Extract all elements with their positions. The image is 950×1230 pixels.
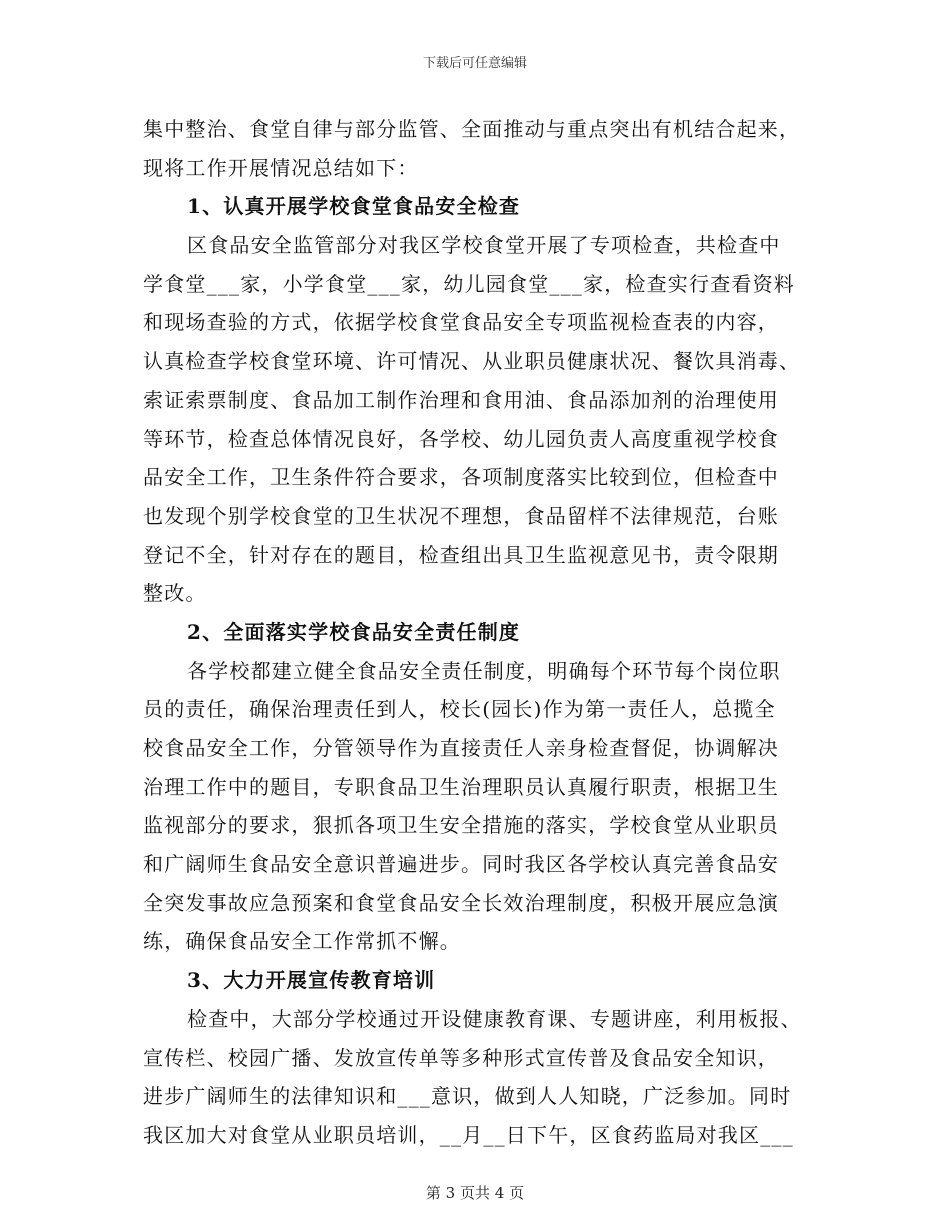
paragraph-line: 和广阔师生食品安全意识普遍进步。同时我区各学校认真完善食品安 bbox=[143, 852, 779, 877]
paragraph-line: 品安全工作，卫生条件符合要求，各项制度落实比较到位，但检查中 bbox=[143, 465, 779, 490]
paragraph-line: 现将工作开展情况总结如下： bbox=[143, 155, 419, 180]
paragraph-line: 治理工作中的题目，专职食品卫生治理职员认真履行职责，根据卫生 bbox=[143, 774, 779, 799]
paragraph-line: 检查中，大部分学校通过开设健康教育课、专题讲座，利用板报、 bbox=[187, 1006, 802, 1031]
paragraph-line: 区食品安全监管部分对我区学校食堂开展了专项检查，共检查中 bbox=[187, 233, 781, 258]
page-header: 下载后可任意编辑 bbox=[422, 56, 527, 71]
paragraph-line: 员的责任，确保治理责任到人，校长(园长)作为第一责任人，总揽全 bbox=[143, 697, 776, 722]
paragraph-line: 集中整治、食堂自律与部分监管、全面推动与重点突出有机结合起来， bbox=[143, 117, 801, 141]
paragraph-line: 进步广阔师生的法律知识和___意识，做到人人知晓，广泛参加。同时 bbox=[143, 1084, 792, 1109]
paragraph-line: 整改。 bbox=[143, 581, 207, 606]
paragraph-line: 全突发事故应急预案和食堂食品安全长效治理制度，积极开展应急演 bbox=[143, 890, 779, 915]
section-heading: 2、全面落实学校食品安全责任制度 bbox=[187, 619, 521, 644]
document-body bbox=[143, 110, 803, 1155]
paragraph-line: 校食品安全工作，分管领导作为直接责任人亲身检查督促，协调解决 bbox=[143, 736, 779, 760]
paragraph-line: 也发现个别学校食堂的卫生状况不理想，食品留样不法律规范，台账 bbox=[143, 503, 779, 528]
paragraph-line: 各学校都建立健全食品安全责任制度，明确每个环节每个岗位职 bbox=[187, 658, 781, 683]
paragraph-line: 宣传栏、校园广播、发放宣传单等多种形式宣传普及食品安全知识， bbox=[143, 1045, 779, 1070]
paragraph-line: 我区加大对食堂从业职员培训，__月__日下午，区食药监局对我区___ bbox=[143, 1122, 794, 1147]
section-heading: 3、大力开展宣传教育培训 bbox=[187, 968, 436, 993]
paragraph-line: 监视部分的要求，狠抓各项卫生安全措施的落实，学校食堂从业职员 bbox=[143, 813, 779, 838]
paragraph-line: 等环节，检查总体情况良好，各学校、幼儿园负责人高度重视学校食 bbox=[143, 426, 779, 451]
paragraph-line: 和现场查验的方式，依据学校食堂食品安全专项监视检查表的内容， bbox=[143, 310, 779, 335]
paragraph-line: 索证索票制度、食品加工制作治理和食用油、食品添加剂的治理使用 bbox=[143, 387, 779, 412]
section-heading: 1、认真开展学校食堂食品安全检查 bbox=[187, 194, 521, 219]
paragraph-line: 练，确保食品安全工作常抓不懈。 bbox=[143, 929, 461, 954]
paragraph-line: 认真检查学校食堂环境、许可情况、从业职员健康状况、餐饮具消毒、 bbox=[143, 349, 801, 374]
paragraph-line: 学食堂___家，小学食堂___家，幼儿园食堂___家，检查实行查看资料 bbox=[143, 271, 795, 296]
paragraph-line: 登记不全，针对存在的题目，检查组出具卫生监视意见书，责令限期 bbox=[143, 542, 779, 567]
page-footer: 第 3 页共 4 页 bbox=[425, 1184, 525, 1202]
